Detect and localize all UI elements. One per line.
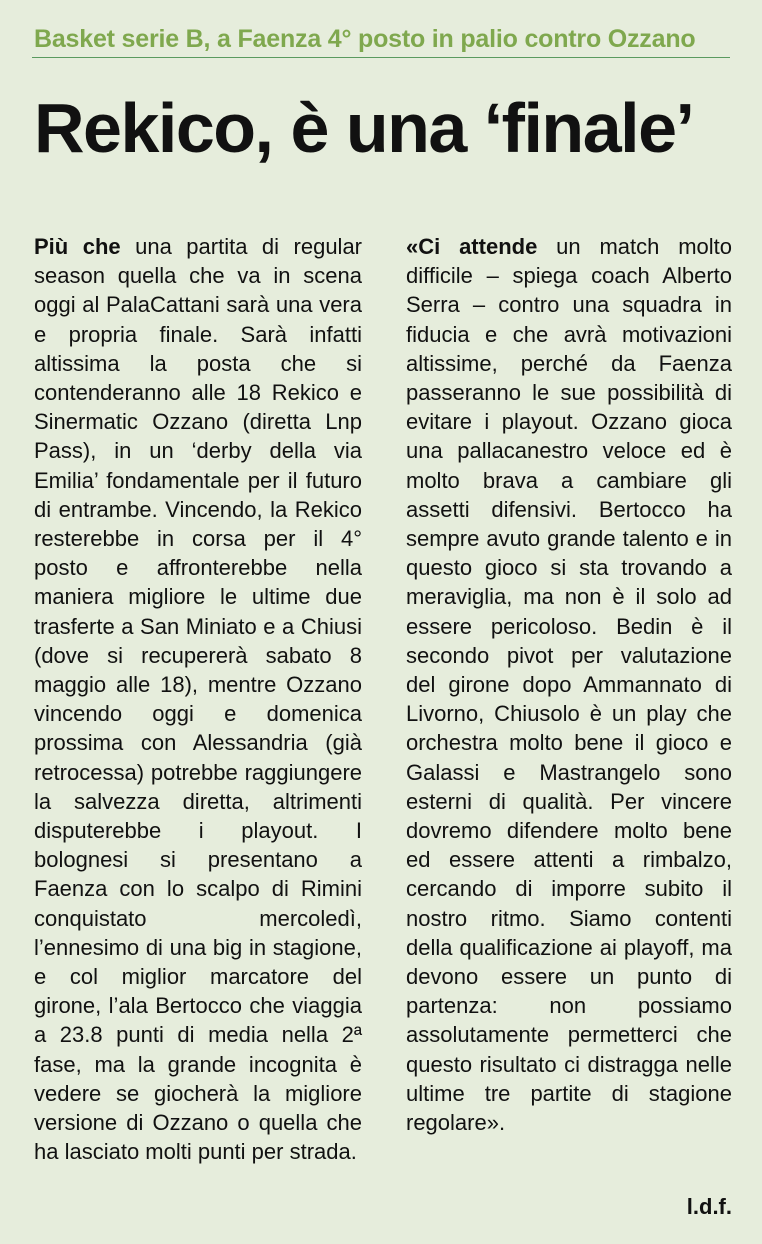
- column-right-lead: «Ci attende: [406, 234, 538, 259]
- column-right-paragraph: [406, 232, 732, 1137]
- column-right-body: un match molto difficile – spiega coach Alberto Serra – contro una squadra in fiducia e che avrà motivazioni altissime, perché da Faenza passeranno le sue possibilità di evitare i playout. Ozzano gioca una pallacanestro veloce ed è molto brava a cambiare gli assetti difensivi. Bertocco ha sempre avuto grande talento e in questo gioco si sta trovando a meraviglia, ma non è il solo ad essere pericoloso. Bedin è il secondo pivot per valutazione del girone dopo Ammannato di Livorno, Chiusolo è un play che orchestra molto bene il gioco e Galassi e Mastrangelo sono esterni di qualità. Per vincere dovremo difendere molto bene ed essere attenti a rimbalzo, cercando di imporre subito il nostro ritmo. Siamo contenti della qualificazione ai playoff, ma devono essere un punto di partenza: non possiamo assolutamente permetterci che questo risultato ci distragga nelle ultime tre partite di stagione regolare».: [406, 234, 732, 1136]
- column-left-body: una partita di regular season quella che va in scena oggi al PalaCattani sarà una vera e propria finale. Sarà infatti altissima la posta che si contenderanno alle 18 Rekico e Sinermatic Ozzano (diretta Lnp Pass), in un ‘derby della via Emilia’ fondamentale per il futuro di entrambe. Vincendo, la Rekico resterebbe in corsa per il 4° posto e affronterebbe nella maniera migliore le ultime due trasferte a San Miniato e a Chiusi (dove si recupererà sabato 8 maggio alle 18), mentre Ozzano vincendo oggi e domenica prossima con Alessandria (già retrocessa) potrebbe raggiungere la salvezza diretta, altrimenti disputerebbe i playout. I bolognesi si presentano a Faenza con lo scalpo di Rimini conquistato mercoledì, l’ennesimo di una big in stagione, e col miglior marcatore del girone, l’ala Bertocco che viaggia a 23.8 punti di media nella 2ª fase, ma la grande incognita è vedere se giocherà la migliore versione di Ozzano o quella che ha lasciato molti punti per strada.: [34, 234, 363, 1165]
- headline: Rekico, è una ‘finale’: [34, 89, 694, 167]
- column-left-paragraph: [34, 232, 362, 1167]
- kicker-rule: [32, 57, 730, 58]
- article-column-right: [406, 232, 732, 1137]
- author-signature: l.d.f.: [686, 1194, 732, 1219]
- article-column-left: [34, 232, 362, 1167]
- column-left-lead: Più che: [34, 234, 121, 259]
- kicker: Basket serie B, a Faenza 4° posto in palio contro Ozzano: [34, 25, 696, 53]
